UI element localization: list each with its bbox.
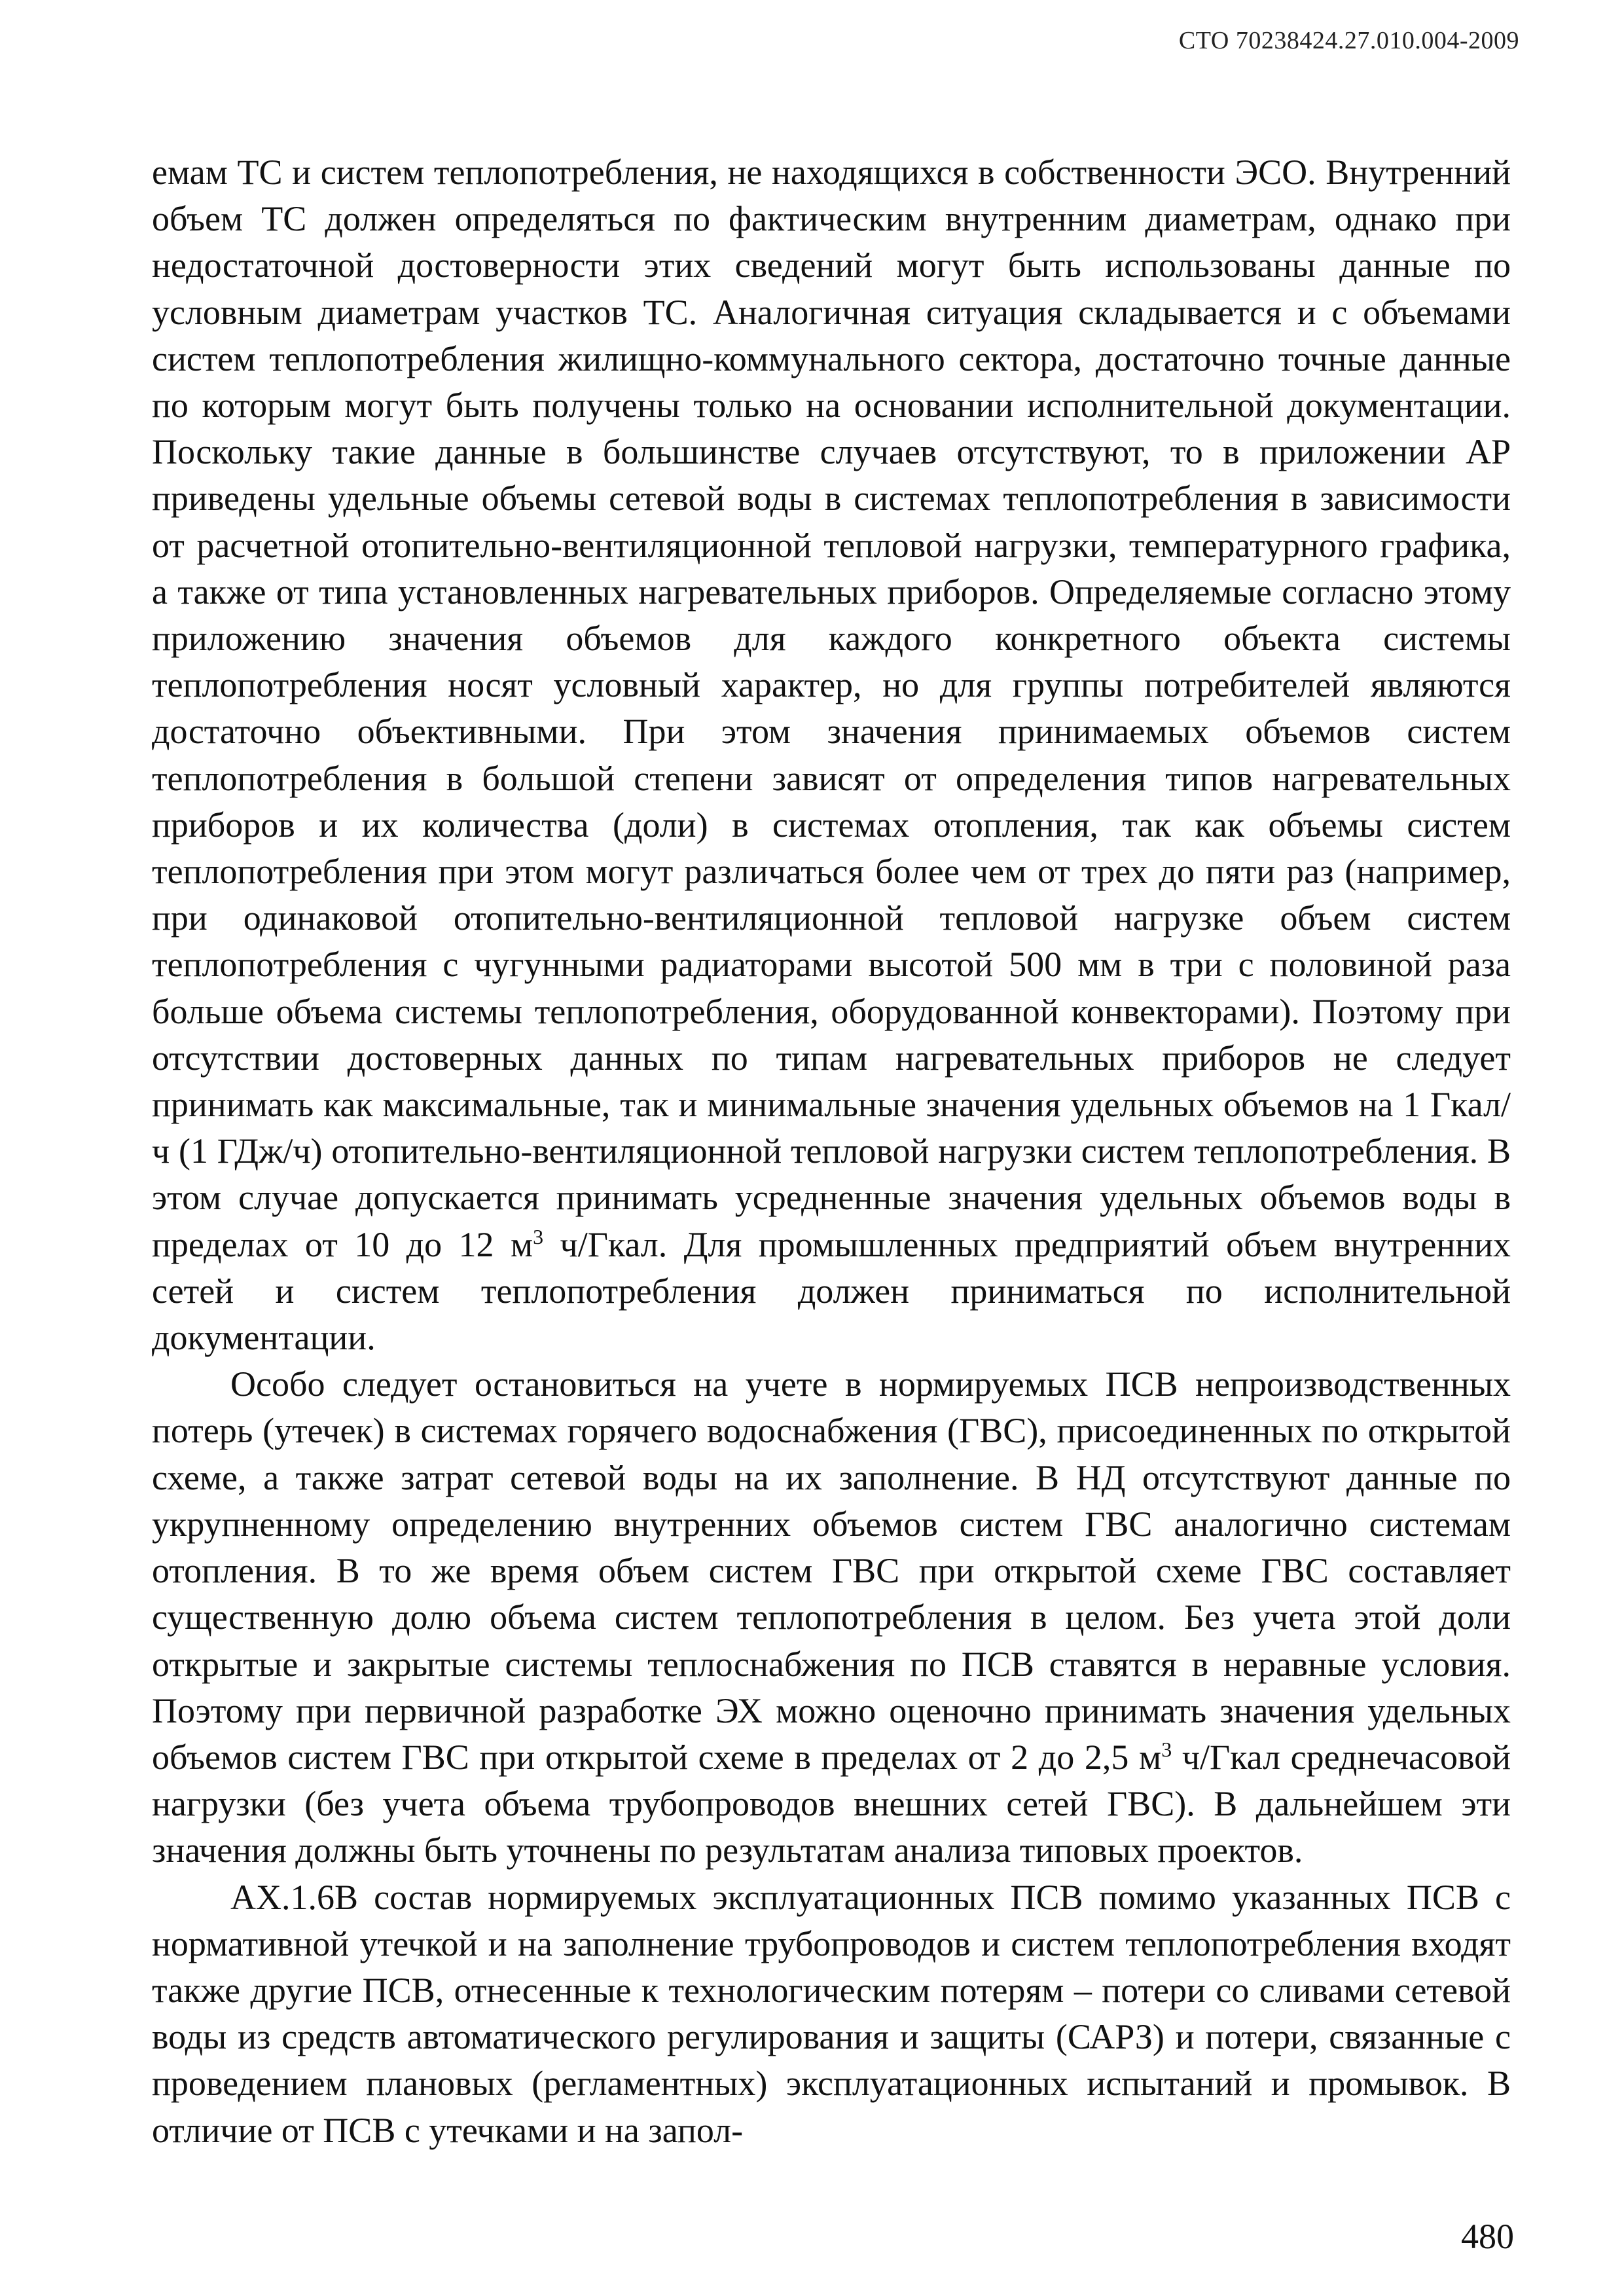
paragraph-1-text-a: емам ТС и систем теплопотребления, не находящихся в собственности ЭСО. Внутренний объем ТС должен определяться по фактическим внутренним диаметрам, однако при недостаточной достоверности этих сведений могут быть использованы данные по условным диаметрам участков ТС. Аналогичная ситуация складывается и с объемами систем теплопотребления жилищно-коммунального сектора, достаточно точные данные по которым могут быть получены только на основании исполнительной документации. Поскольку такие данные в большинстве случаев отсутствуют, то в приложении АР приведены удельные объемы сетевой воды в системах теплопотребления в зависимости от расчетной отопительно-вентиляционной тепловой нагрузки, температурного графика, а также от типа установленных нагревательных приборов. Определяемые согласно этому приложению значения объемов для каждого конкретного объекта системы теплопотребления носят условный характер, но для группы потребителей являются достаточно объективными. При этом значения принимаемых объемов систем теплопотребления в большой степени зависят от определения типов нагревательных приборов и их количества (доли) в системах отопления, так как объемы систем теплопотребления при этом могут различаться более чем от трех до пяти раз (например, при одинаковой отопительно-вентиляционной тепловой нагрузке объем систем теплопотребления с чугунными радиаторами высотой 500 мм в три с половиной раза больше объема системы теплопотребления, оборудованной конвекторами). Поэтому при отсутствии достоверных данных по типам нагревательных приборов не следует принимать как максимальные, так и минимальные значения удельных объемов на 1 Гкал/ч (1 ГДж/ч) отопительно-вентиляционной тепловой нагрузки систем теплопотребления. В этом случае допускается принимать усредненные значения удельных объемов воды в пределах от 10 до 12 м [152, 153, 1511, 1264]
paragraph-3-text: АХ.1.6В состав нормируемых эксплуатационных ПСВ помимо указанных ПСВ с нормативной утечкой и на заполнение трубопроводов и систем теплопотребления входят также другие ПСВ, отнесенные к технологическим потерям – потери со сливами сетевой воды из средств автоматического регулирования и защиты (САРЗ) и потери, связанные с проведением плановых (регламентных) эксплуатационных испытаний и промывок. В отличие от ПСВ с утечками и на запол- [152, 1877, 1511, 2150]
paragraph-1 [152, 149, 1511, 1361]
paragraph-2-text-b: ч/Гкал среднечасовой нагрузки (без учета объема трубопроводов внешних сетей ГВС). В дальнейшем эти значения должны быть уточнены по результатам анализа типовых проектов. [152, 1737, 1511, 1870]
superscript-cubic: 3 [533, 1224, 544, 1248]
paragraph-3 [152, 1874, 1511, 2154]
document-code-header: СТО 70238424.27.010.004-2009 [1178, 27, 1519, 54]
paragraph-2-text-a: Особо следует остановиться на учете в нормируемых ПСВ непроизводственных потерь (утечек) в системах горячего водоснабжения (ГВС), присоединенных по открытой схеме, а также затрат сетевой воды на их заполнение. В НД отсутствуют данные по укрупненному определению внутренних объемов систем ГВС аналогично системам отопления. В то же время объем систем ГВС при открытой схеме ГВС составляет существенную долю объема систем теплопотребления в целом. Без учета этой доли открытые и закрытые системы теплоснабжения по ПСВ ставятся в неравные условия. Поэтому при первичной разработке ЭХ можно оценочно принимать значения удельных объемов систем ГВС при открытой схеме в пределах от 2 до 2,5 м [152, 1364, 1511, 1777]
superscript-cubic: 3 [1161, 1737, 1172, 1761]
paragraph-1-text-b: ч/Гкал. Для промышленных предприятий объем внутренних сетей и систем теплопотребления должен приниматься по исполнительной документации. [152, 1224, 1511, 1358]
paragraph-2 [152, 1361, 1511, 1874]
page-number: 480 [1461, 2217, 1514, 2256]
body-text [152, 149, 1511, 2154]
